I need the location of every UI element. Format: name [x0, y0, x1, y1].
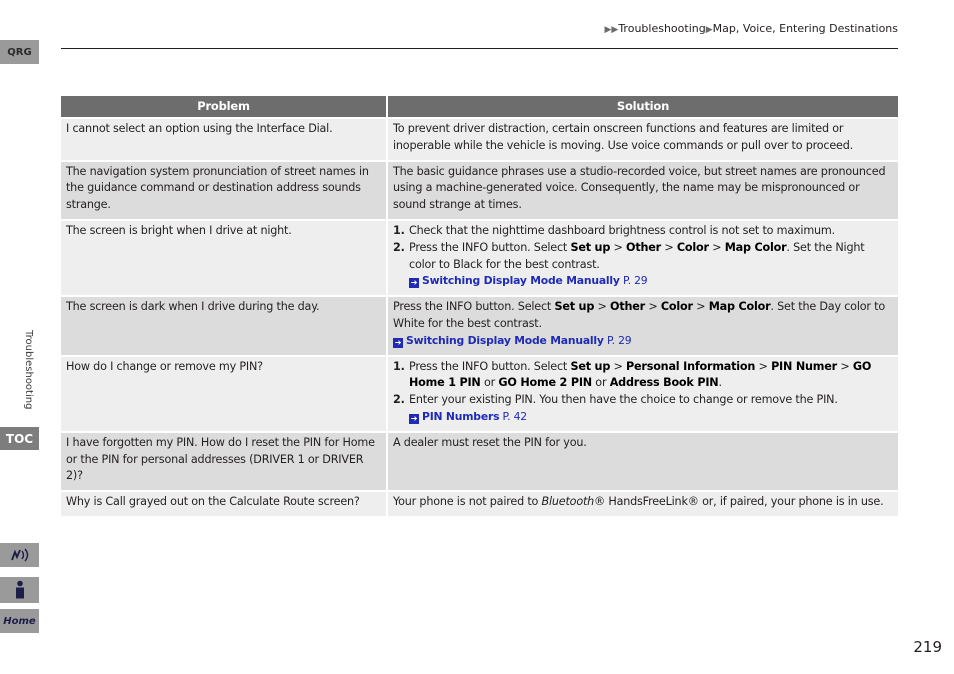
step-text-part: Press the INFO button. Select — [393, 300, 555, 314]
table-row — [61, 431, 898, 490]
separator: or — [480, 376, 499, 390]
step-list — [393, 359, 893, 426]
menu-keyword: Other — [626, 240, 661, 254]
bluetooth-term: Bluetooth — [541, 495, 595, 509]
step-item — [393, 240, 893, 290]
step-number: 1. — [393, 223, 405, 237]
home-label: Home — [3, 615, 36, 627]
voice-command-tab[interactable] — [0, 543, 39, 567]
solution-cell: A dealer must reset the PIN for you. — [388, 431, 898, 490]
step-text: Check that the nighttime dashboard brightness control is not set to maximum. — [409, 223, 835, 237]
separator: > — [610, 240, 627, 254]
toc-label: TOC — [5, 431, 34, 446]
separator: > — [610, 359, 627, 373]
step-text-part: Enter your existing PIN. You then have the choice to change or remove the PIN. — [409, 393, 838, 407]
ref-page: P. 29 — [603, 333, 632, 347]
link-arrow-icon: ➔ — [394, 337, 402, 347]
step-text-part: Your phone is not paired to — [393, 495, 542, 509]
breadcrumb-arrow-icon: ▶ — [705, 25, 713, 35]
step-text — [409, 359, 893, 393]
menu-keyword: Address Book PIN — [609, 376, 719, 390]
menu-keyword: Map Color — [708, 300, 771, 314]
menu-keyword: PIN Numer — [771, 359, 837, 373]
breadcrumb-item[interactable]: Troubleshooting — [618, 22, 706, 35]
solution-cell: To prevent driver distraction, certain onscreen functions and features are limited or inoperable while the vehicle is moving. Use voice commands or pull over to proceed. — [388, 117, 898, 160]
column-header-problem: Problem — [61, 96, 388, 117]
solution-cell — [388, 219, 898, 295]
table-row — [61, 490, 898, 516]
section-label: Troubleshooting — [23, 330, 34, 410]
problem-cell: The screen is dark when I drive during the day. — [61, 295, 388, 354]
menu-keyword: Set up — [570, 359, 611, 373]
cross-reference-link[interactable] — [409, 410, 527, 423]
header-divider — [61, 48, 898, 49]
breadcrumb — [604, 22, 898, 35]
table-row — [61, 219, 898, 295]
step-text-part: ® HandsFreeLink® or, if paired, your phone is in use. — [594, 495, 884, 509]
menu-keyword: Personal Information — [626, 359, 756, 373]
info-icon — [13, 580, 27, 600]
ref-title: Switching Display Mode Manually — [406, 333, 604, 347]
problem-cell: I have forgotten my PIN. How do I reset the PIN for Home or the PIN for personal addresses (DRIVER 1 or DRIVER 2)? — [61, 431, 388, 490]
separator: > — [660, 240, 677, 254]
table-row — [61, 295, 898, 354]
menu-keyword: Color — [676, 240, 709, 254]
info-tab[interactable] — [0, 577, 39, 603]
menu-keyword: Other — [610, 300, 645, 314]
table-row — [61, 117, 898, 160]
problem-cell: The screen is bright when I drive at night. — [61, 219, 388, 295]
table-row — [61, 160, 898, 219]
separator: > — [836, 359, 853, 373]
problem-cell: Why is Call grayed out on the Calculate Route screen? — [61, 490, 388, 516]
separator: > — [692, 300, 709, 314]
step-item — [393, 359, 893, 393]
solution-cell — [388, 490, 898, 516]
separator: > — [594, 300, 611, 314]
step-text — [409, 240, 893, 290]
ref-title: Switching Display Mode Manually — [422, 274, 620, 288]
step-text-part: Press the INFO button. Select — [409, 240, 571, 254]
menu-keyword: GO Home 2 PIN — [498, 376, 592, 390]
menu-keyword: Map Color — [724, 240, 787, 254]
link-arrow-icon: ➔ — [410, 413, 418, 423]
step-number: 2. — [393, 240, 405, 254]
separator: > — [708, 240, 725, 254]
link-arrow-icon: ➔ — [410, 278, 418, 288]
solution-cell — [388, 355, 898, 431]
step-list — [393, 223, 893, 290]
step-number: 2. — [393, 393, 405, 407]
separator: > — [755, 359, 772, 373]
cross-reference-link[interactable] — [409, 274, 647, 287]
menu-keyword: Set up — [554, 300, 595, 314]
problem-cell: The navigation system pronunciation of street names in the guidance command or destination address sounds strange. — [61, 160, 388, 219]
problem-cell: I cannot select an option using the Interface Dial. — [61, 117, 388, 160]
cross-reference-link[interactable] — [393, 334, 631, 347]
home-tab[interactable] — [0, 609, 39, 633]
step-item — [393, 392, 893, 426]
breadcrumb-arrow-icon: ▶▶ — [604, 25, 619, 35]
step-item — [393, 223, 893, 240]
solution-cell: The basic guidance phrases use a studio-recorded voice, but street names are pronounced using a machine-generated voice. Consequently, the name may be mispronounced or sound strange at times. — [388, 160, 898, 219]
step-text-part: . Set the Night color to Black for the best contrast. — [409, 240, 865, 271]
menu-keyword: GO Home 1 PIN — [409, 359, 872, 390]
breadcrumb-item: Map, Voice, Entering Destinations — [712, 22, 898, 35]
step-number: 1. — [393, 359, 405, 373]
step-text-part: . Set the Day color to White for the best contrast. — [393, 300, 885, 330]
problem-cell: How do I change or remove my PIN? — [61, 355, 388, 431]
qrg-tab[interactable] — [0, 40, 39, 64]
menu-keyword: Color — [660, 300, 693, 314]
toc-tab[interactable] — [0, 427, 39, 450]
table-row — [61, 355, 898, 431]
ref-page: P. 29 — [619, 274, 648, 288]
ref-page: P. 42 — [499, 409, 527, 423]
step-text-part: . — [718, 376, 722, 390]
step-text — [409, 392, 838, 426]
step-text-part: Press the INFO button. Select — [409, 359, 571, 373]
voice-command-icon — [9, 547, 31, 563]
solution-cell — [388, 295, 898, 354]
separator: or — [591, 376, 610, 390]
qrg-label: QRG — [7, 46, 32, 58]
ref-title: PIN Numbers — [422, 409, 500, 423]
page-number: 219 — [913, 638, 942, 656]
column-header-solution: Solution — [388, 96, 898, 117]
separator: > — [644, 300, 661, 314]
menu-keyword: Set up — [570, 240, 611, 254]
troubleshooting-table — [61, 96, 898, 516]
